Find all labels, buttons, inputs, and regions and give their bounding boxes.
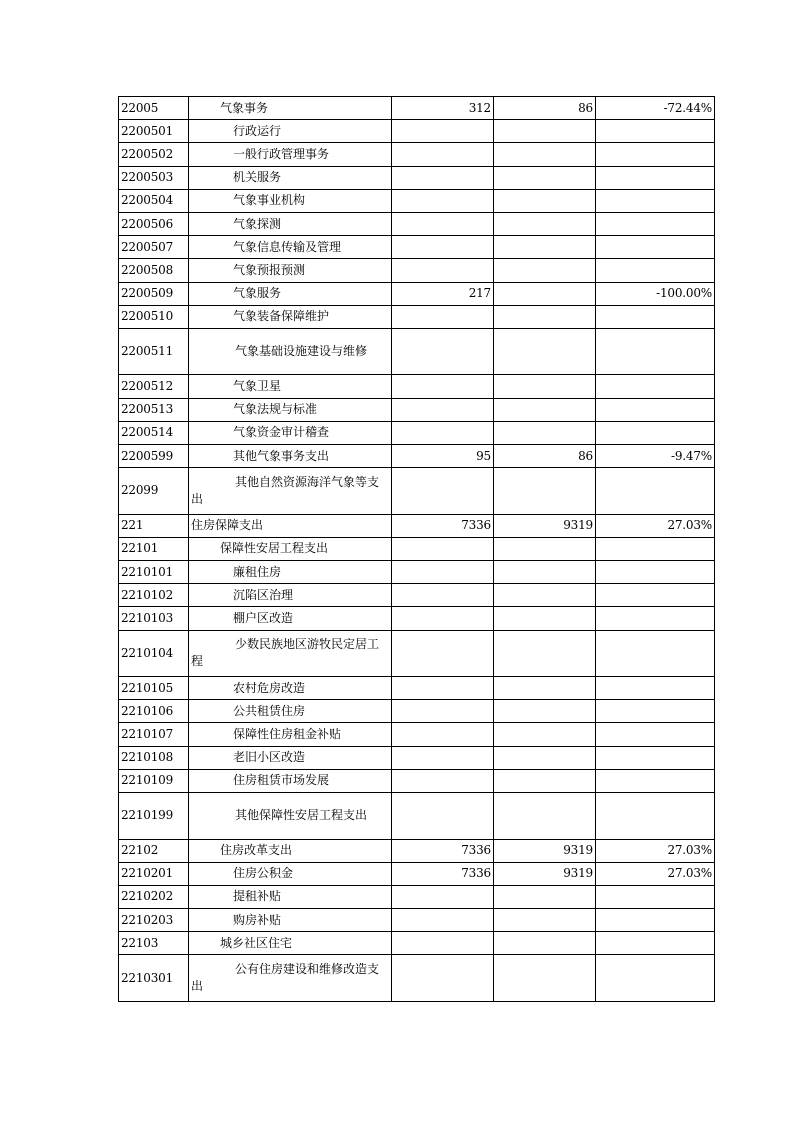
code-cell: 2210109 bbox=[119, 769, 189, 792]
code-cell: 2210101 bbox=[119, 561, 189, 584]
amount-cell bbox=[494, 282, 596, 305]
change-percent-cell bbox=[596, 375, 715, 398]
code-cell: 2210105 bbox=[119, 677, 189, 700]
table-row bbox=[119, 700, 715, 723]
table-row bbox=[119, 328, 715, 375]
change-percent-cell bbox=[596, 677, 715, 700]
table-row bbox=[119, 421, 715, 444]
amount-cell: 217 bbox=[392, 282, 494, 305]
table-row bbox=[119, 793, 715, 840]
amount-cell bbox=[392, 537, 494, 560]
amount-cell bbox=[494, 143, 596, 166]
table-row bbox=[119, 607, 715, 630]
item-name-cell: 其他自然资源海洋气象等支出 bbox=[189, 468, 392, 515]
amount-cell bbox=[392, 584, 494, 607]
change-percent-cell bbox=[596, 607, 715, 630]
change-percent-cell bbox=[596, 189, 715, 212]
item-name-cell: 其他保障性安居工程支出 bbox=[189, 793, 392, 840]
amount-cell bbox=[494, 561, 596, 584]
item-name-cell: 保障性安居工程支出 bbox=[189, 537, 392, 560]
table-row bbox=[119, 166, 715, 189]
table-row bbox=[119, 839, 715, 862]
table-row bbox=[119, 259, 715, 282]
table-row bbox=[119, 909, 715, 932]
change-percent-cell bbox=[596, 932, 715, 955]
change-percent-cell bbox=[596, 561, 715, 584]
change-percent-cell bbox=[596, 537, 715, 560]
amount-cell bbox=[392, 398, 494, 421]
amount-cell bbox=[494, 793, 596, 840]
amount-cell bbox=[494, 584, 596, 607]
table-row bbox=[119, 723, 715, 746]
change-percent-cell: 27.03% bbox=[596, 839, 715, 862]
table-row bbox=[119, 677, 715, 700]
amount-cell bbox=[494, 769, 596, 792]
code-cell: 2200508 bbox=[119, 259, 189, 282]
code-cell: 2210104 bbox=[119, 630, 189, 677]
code-cell: 22005 bbox=[119, 97, 189, 120]
amount-cell bbox=[392, 723, 494, 746]
amount-cell bbox=[392, 120, 494, 143]
table-row bbox=[119, 97, 715, 120]
table-row bbox=[119, 189, 715, 212]
amount-cell bbox=[494, 236, 596, 259]
amount-cell bbox=[392, 607, 494, 630]
table-row bbox=[119, 746, 715, 769]
code-cell: 2210202 bbox=[119, 885, 189, 908]
amount-cell bbox=[392, 909, 494, 932]
table-row bbox=[119, 955, 715, 1002]
amount-cell bbox=[494, 932, 596, 955]
code-cell: 22099 bbox=[119, 468, 189, 515]
change-percent-cell bbox=[596, 793, 715, 840]
amount-cell: 9319 bbox=[494, 862, 596, 885]
amount-cell bbox=[494, 212, 596, 235]
amount-cell bbox=[494, 375, 596, 398]
table-row bbox=[119, 932, 715, 955]
code-cell: 2200510 bbox=[119, 305, 189, 328]
table-row bbox=[119, 862, 715, 885]
amount-cell bbox=[494, 677, 596, 700]
amount-cell bbox=[494, 885, 596, 908]
table-row bbox=[119, 468, 715, 515]
code-cell: 22103 bbox=[119, 932, 189, 955]
item-name-cell: 气象探测 bbox=[189, 212, 392, 235]
change-percent-cell bbox=[596, 468, 715, 515]
table-row bbox=[119, 236, 715, 259]
table-row bbox=[119, 444, 715, 467]
table-row bbox=[119, 537, 715, 560]
amount-cell bbox=[494, 700, 596, 723]
item-name-cell: 机关服务 bbox=[189, 166, 392, 189]
code-cell: 2200509 bbox=[119, 282, 189, 305]
amount-cell bbox=[494, 630, 596, 677]
code-cell: 2200503 bbox=[119, 166, 189, 189]
code-cell: 2200507 bbox=[119, 236, 189, 259]
amount-cell bbox=[392, 236, 494, 259]
table-row bbox=[119, 514, 715, 537]
code-cell: 2200506 bbox=[119, 212, 189, 235]
amount-cell: 9319 bbox=[494, 514, 596, 537]
amount-cell bbox=[392, 746, 494, 769]
item-name-cell: 气象事业机构 bbox=[189, 189, 392, 212]
item-name-cell: 城乡社区住宅 bbox=[189, 932, 392, 955]
table-row bbox=[119, 885, 715, 908]
change-percent-cell bbox=[596, 885, 715, 908]
table-row bbox=[119, 282, 715, 305]
change-percent-cell bbox=[596, 398, 715, 421]
change-percent-cell bbox=[596, 305, 715, 328]
table-row bbox=[119, 769, 715, 792]
change-percent-cell: -100.00% bbox=[596, 282, 715, 305]
table-row bbox=[119, 143, 715, 166]
change-percent-cell bbox=[596, 746, 715, 769]
item-name-cell: 气象信息传输及管理 bbox=[189, 236, 392, 259]
amount-cell bbox=[494, 166, 596, 189]
table-row bbox=[119, 375, 715, 398]
table-row bbox=[119, 584, 715, 607]
code-cell: 2210199 bbox=[119, 793, 189, 840]
amount-cell bbox=[392, 328, 494, 375]
amount-cell bbox=[392, 630, 494, 677]
amount-cell bbox=[392, 421, 494, 444]
item-name-cell: 住房公积金 bbox=[189, 862, 392, 885]
item-name-cell: 住房改革支出 bbox=[189, 839, 392, 862]
item-name-cell: 气象预报预测 bbox=[189, 259, 392, 282]
code-cell: 2210203 bbox=[119, 909, 189, 932]
amount-cell bbox=[392, 561, 494, 584]
code-cell: 2210107 bbox=[119, 723, 189, 746]
change-percent-cell bbox=[596, 259, 715, 282]
code-cell: 2200502 bbox=[119, 143, 189, 166]
amount-cell bbox=[494, 421, 596, 444]
amount-cell bbox=[392, 468, 494, 515]
amount-cell: 7336 bbox=[392, 839, 494, 862]
item-name-cell: 购房补贴 bbox=[189, 909, 392, 932]
item-name-cell: 气象资金审计稽查 bbox=[189, 421, 392, 444]
item-name-cell: 住房租赁市场发展 bbox=[189, 769, 392, 792]
code-cell: 221 bbox=[119, 514, 189, 537]
item-name-cell: 提租补贴 bbox=[189, 885, 392, 908]
amount-cell: 312 bbox=[392, 97, 494, 120]
code-cell: 2200514 bbox=[119, 421, 189, 444]
change-percent-cell bbox=[596, 630, 715, 677]
change-percent-cell: 27.03% bbox=[596, 514, 715, 537]
amount-cell: 86 bbox=[494, 97, 596, 120]
budget-table bbox=[118, 96, 715, 1002]
budget-table-body bbox=[119, 97, 715, 1002]
item-name-cell: 沉陷区治理 bbox=[189, 584, 392, 607]
change-percent-cell bbox=[596, 143, 715, 166]
item-name-cell: 廉租住房 bbox=[189, 561, 392, 584]
amount-cell bbox=[494, 398, 596, 421]
item-name-cell: 气象装备保障维护 bbox=[189, 305, 392, 328]
code-cell: 2200512 bbox=[119, 375, 189, 398]
amount-cell bbox=[494, 723, 596, 746]
change-percent-cell: 27.03% bbox=[596, 862, 715, 885]
amount-cell: 7336 bbox=[392, 862, 494, 885]
table-row bbox=[119, 398, 715, 421]
change-percent-cell bbox=[596, 166, 715, 189]
item-name-cell: 住房保障支出 bbox=[189, 514, 392, 537]
change-percent-cell bbox=[596, 955, 715, 1002]
item-name-cell: 气象事务 bbox=[189, 97, 392, 120]
change-percent-cell bbox=[596, 723, 715, 746]
amount-cell bbox=[392, 885, 494, 908]
amount-cell: 86 bbox=[494, 444, 596, 467]
code-cell: 2210201 bbox=[119, 862, 189, 885]
change-percent-cell bbox=[596, 584, 715, 607]
amount-cell bbox=[392, 143, 494, 166]
amount-cell: 95 bbox=[392, 444, 494, 467]
amount-cell bbox=[392, 677, 494, 700]
amount-cell bbox=[392, 166, 494, 189]
code-cell: 22101 bbox=[119, 537, 189, 560]
amount-cell bbox=[392, 793, 494, 840]
change-percent-cell bbox=[596, 328, 715, 375]
item-name-cell: 公共租赁住房 bbox=[189, 700, 392, 723]
amount-cell bbox=[392, 769, 494, 792]
amount-cell bbox=[494, 468, 596, 515]
change-percent-cell: -9.47% bbox=[596, 444, 715, 467]
item-name-cell: 保障性住房租金补贴 bbox=[189, 723, 392, 746]
amount-cell: 9319 bbox=[494, 839, 596, 862]
change-percent-cell bbox=[596, 212, 715, 235]
change-percent-cell bbox=[596, 909, 715, 932]
amount-cell bbox=[494, 537, 596, 560]
amount-cell bbox=[392, 259, 494, 282]
change-percent-cell bbox=[596, 700, 715, 723]
item-name-cell: 公有住房建设和维修改造支出 bbox=[189, 955, 392, 1002]
code-cell: 2200504 bbox=[119, 189, 189, 212]
code-cell: 2200511 bbox=[119, 328, 189, 375]
item-name-cell: 气象卫星 bbox=[189, 375, 392, 398]
change-percent-cell bbox=[596, 120, 715, 143]
amount-cell bbox=[494, 189, 596, 212]
amount-cell: 7336 bbox=[392, 514, 494, 537]
amount-cell bbox=[392, 700, 494, 723]
code-cell: 2210106 bbox=[119, 700, 189, 723]
item-name-cell: 一般行政管理事务 bbox=[189, 143, 392, 166]
code-cell: 22102 bbox=[119, 839, 189, 862]
amount-cell bbox=[392, 189, 494, 212]
table-row bbox=[119, 305, 715, 328]
code-cell: 2210301 bbox=[119, 955, 189, 1002]
amount-cell bbox=[392, 932, 494, 955]
amount-cell bbox=[494, 305, 596, 328]
item-name-cell: 农村危房改造 bbox=[189, 677, 392, 700]
table-row bbox=[119, 120, 715, 143]
amount-cell bbox=[494, 955, 596, 1002]
item-name-cell: 气象服务 bbox=[189, 282, 392, 305]
code-cell: 2200513 bbox=[119, 398, 189, 421]
amount-cell bbox=[392, 955, 494, 1002]
table-row bbox=[119, 630, 715, 677]
amount-cell bbox=[392, 375, 494, 398]
code-cell: 2210102 bbox=[119, 584, 189, 607]
change-percent-cell: -72.44% bbox=[596, 97, 715, 120]
code-cell: 2200501 bbox=[119, 120, 189, 143]
item-name-cell: 其他气象事务支出 bbox=[189, 444, 392, 467]
change-percent-cell bbox=[596, 769, 715, 792]
code-cell: 2200599 bbox=[119, 444, 189, 467]
table-row bbox=[119, 561, 715, 584]
amount-cell bbox=[494, 746, 596, 769]
table-row bbox=[119, 212, 715, 235]
code-cell: 2210103 bbox=[119, 607, 189, 630]
amount-cell bbox=[494, 607, 596, 630]
item-name-cell: 气象法规与标准 bbox=[189, 398, 392, 421]
amount-cell bbox=[494, 328, 596, 375]
change-percent-cell bbox=[596, 421, 715, 444]
amount-cell bbox=[392, 212, 494, 235]
amount-cell bbox=[494, 120, 596, 143]
code-cell: 2210108 bbox=[119, 746, 189, 769]
amount-cell bbox=[392, 305, 494, 328]
item-name-cell: 少数民族地区游牧民定居工程 bbox=[189, 630, 392, 677]
amount-cell bbox=[494, 259, 596, 282]
item-name-cell: 气象基础设施建设与维修 bbox=[189, 328, 392, 375]
item-name-cell: 行政运行 bbox=[189, 120, 392, 143]
item-name-cell: 棚户区改造 bbox=[189, 607, 392, 630]
change-percent-cell bbox=[596, 236, 715, 259]
item-name-cell: 老旧小区改造 bbox=[189, 746, 392, 769]
amount-cell bbox=[494, 909, 596, 932]
